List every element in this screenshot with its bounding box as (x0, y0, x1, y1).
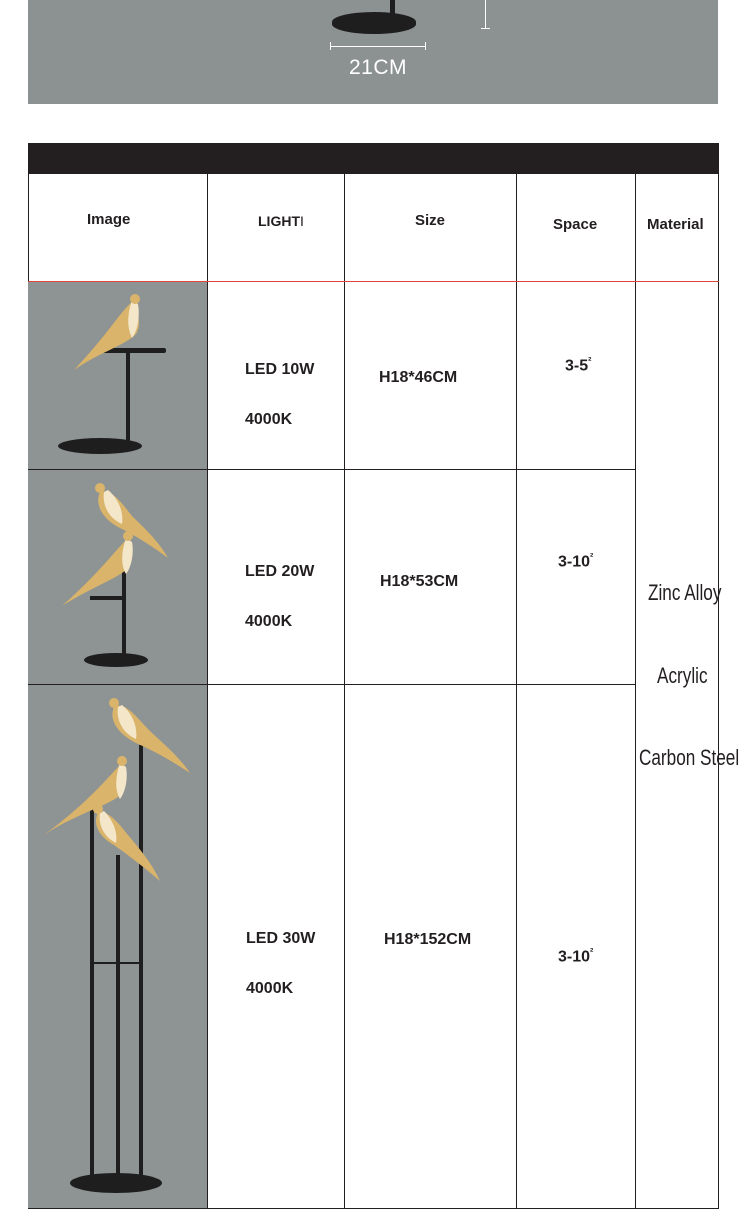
header-material: Material (647, 216, 704, 233)
header-cell-space (517, 174, 636, 282)
header-image: Image (87, 211, 131, 228)
row1-size-cell (345, 282, 517, 470)
row1-color-temp: 4000K (245, 411, 293, 428)
width-dimension-tick-left (330, 42, 331, 50)
double-bird-lamp-image (28, 470, 207, 684)
width-dimension-tick-right (425, 42, 426, 50)
header-cell-material (636, 174, 719, 282)
header-space: Space (553, 216, 598, 233)
row3-size-cell (345, 685, 517, 1209)
lamp-base (332, 12, 416, 34)
row2-space-cell (517, 470, 636, 685)
single-bird-lamp-image (28, 282, 207, 469)
height-dimension-tick (481, 28, 490, 29)
height-dimension-line (485, 0, 486, 28)
row1-light-cell (208, 282, 345, 470)
row1-light-power: LED 10W (245, 361, 315, 378)
row1-space-cell (517, 282, 636, 470)
triple-bird-floor-lamp-image (28, 685, 207, 1208)
row3-space: $3-10^{^2}$ (558, 947, 594, 966)
row1-image-cell (28, 282, 208, 470)
row2-color-temp: 4000K (245, 613, 293, 630)
width-dimension-line (330, 46, 426, 47)
row3-image-cell (28, 685, 208, 1209)
row3-size: H18*152CM (384, 931, 472, 948)
material-cell (636, 282, 740, 1209)
header-cell-light (208, 174, 345, 282)
row2-size: H18*53CM (380, 573, 459, 590)
header-cell-size (345, 174, 517, 282)
table-header-bar (28, 143, 719, 174)
header-size: Size (415, 212, 446, 229)
header-cell-image (28, 174, 208, 282)
row3-space-cell (517, 685, 636, 1209)
header-divider (28, 281, 719, 282)
row1-size: H18*46CM (379, 369, 458, 386)
row2-image-cell (28, 470, 208, 685)
material-acrylic: Acrylic (657, 663, 708, 688)
row2-light-cell (208, 470, 345, 685)
row2-space: $3-10^{^2}$ (558, 552, 594, 571)
row3-color-temp: 4000K (246, 980, 294, 997)
row2-size-cell (345, 470, 517, 685)
header-light: LIGHTI (258, 213, 304, 229)
material-carbon-steel: Carbon Steel (639, 745, 740, 770)
row2-light-power: LED 20W (245, 563, 315, 580)
dimension-banner (28, 0, 718, 104)
width-dimension-label: 21CM (348, 56, 408, 79)
row3-light-power: LED 30W (246, 930, 316, 947)
material-zinc-alloy: Zinc Alloy (648, 580, 722, 605)
row3-light-cell (208, 685, 345, 1209)
spec-table (28, 174, 740, 1209)
row1-space: $3-5^{^2}$ (565, 356, 592, 375)
